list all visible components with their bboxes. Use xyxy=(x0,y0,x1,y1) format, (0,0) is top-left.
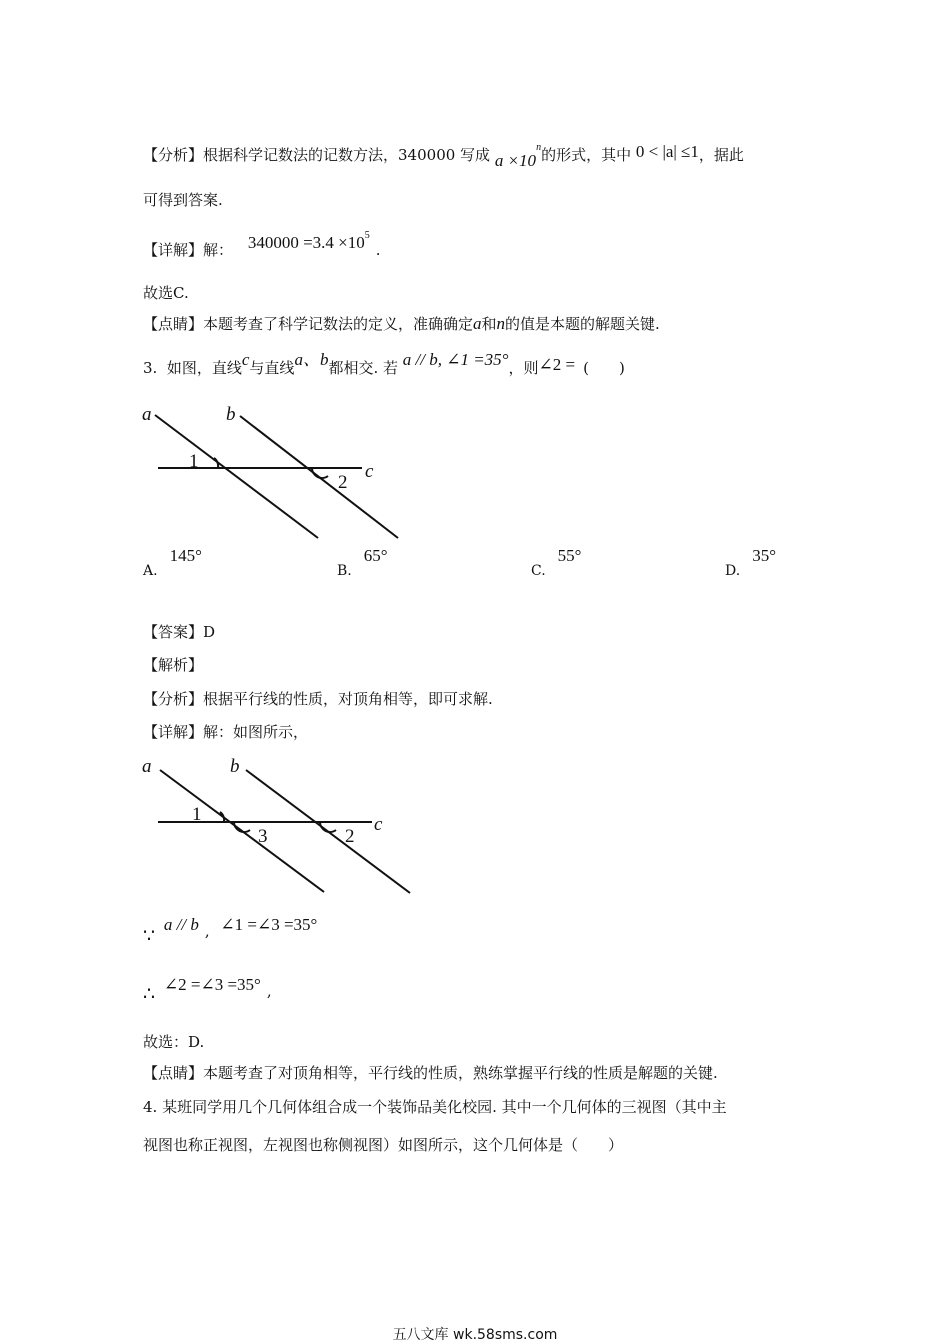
option-a[interactable]: A.145° xyxy=(143,546,202,579)
detail-line-2: 【详解】解：如图所示， xyxy=(143,723,309,741)
label-2: 2 xyxy=(338,472,348,493)
analysis-line-2: 可得到答案. xyxy=(143,191,223,209)
question-3: 3. 如图，直线c与直线a、b都相交. 若 a // b, ∠1 =35°，则∠2 = ( ) xyxy=(143,350,625,377)
footer-watermark: 五八文库 wk.58sms.com xyxy=(392,1327,558,1343)
sci-notation-form: a ×10 xyxy=(494,151,537,170)
parallel-lines-figure-2 xyxy=(140,752,430,902)
label-a: a xyxy=(142,404,152,425)
label-1: 1 xyxy=(189,451,199,472)
option-d[interactable]: D.35° xyxy=(725,546,776,579)
option-b[interactable]: B.65° xyxy=(337,546,388,579)
label-2: 2 xyxy=(345,826,355,847)
question-4-line-2: 视图也称正视图，左视图也称侧视图）如图所示，这个几何体是（ ） xyxy=(143,1136,624,1154)
label-a: a xyxy=(142,756,152,777)
analysis-line-1: 【分析】根据科学记数法的记数方法，340000 写成 $a \times 10^n$的形式，其中 0 < |a| ≤1，据此 xyxy=(143,142,744,170)
label-3: 3 xyxy=(258,826,268,847)
label-b: b xyxy=(226,404,236,425)
analysis-line-3: 【分析】根据平行线的性质，对顶角相等，即可求解. xyxy=(143,690,493,708)
question-4-line-1: 4. 某班同学用几个几何体组合成一个装饰品美化校园. 其中一个几何体的三视图（其中主 xyxy=(143,1098,727,1116)
detail-line-1: 【详解】解： $340000 =3.4 \times 10^5$. xyxy=(143,230,381,259)
label-b: b xyxy=(230,756,240,777)
analysis-tag: 【分析】 xyxy=(143,146,204,164)
proof-line-1: ∵ a // b , ∠1 =∠3 =35° xyxy=(143,915,318,947)
angle-1-arc xyxy=(214,458,218,468)
label-c: c xyxy=(365,461,374,482)
parallel-lines-figure-1 xyxy=(140,400,420,550)
answer-line: 【答案】D xyxy=(143,623,216,641)
label-c: c xyxy=(374,814,383,835)
proof-line-2: ∴ ∠2 =∠3 =35° , xyxy=(143,975,272,1005)
q3-condition: a // b, ∠1 =35° xyxy=(402,350,509,369)
label-1: 1 xyxy=(192,804,202,825)
detail-expression: 340000 =3.4 ×10 xyxy=(247,233,365,252)
choice-line-1: 故选C. xyxy=(143,284,189,302)
choice-line-2: 故选：D. xyxy=(143,1033,205,1051)
line-a xyxy=(155,415,318,538)
option-c[interactable]: C.55° xyxy=(531,546,582,579)
comment-line-1: 【点睛】本题考查了科学记数法的定义，准确确定a和n的值是本题的解题关键. xyxy=(143,314,660,333)
condition: 0 < |a| ≤1 xyxy=(635,142,699,161)
because-symbol: ∵ xyxy=(143,925,156,947)
comment-line-2: 【点睛】本题考查了对顶角相等，平行线的性质，熟练掌握平行线的性质是解题的关键. xyxy=(143,1064,718,1082)
therefore-symbol: ∴ xyxy=(143,983,156,1005)
jiexi-heading: 【解析】 xyxy=(143,656,204,674)
